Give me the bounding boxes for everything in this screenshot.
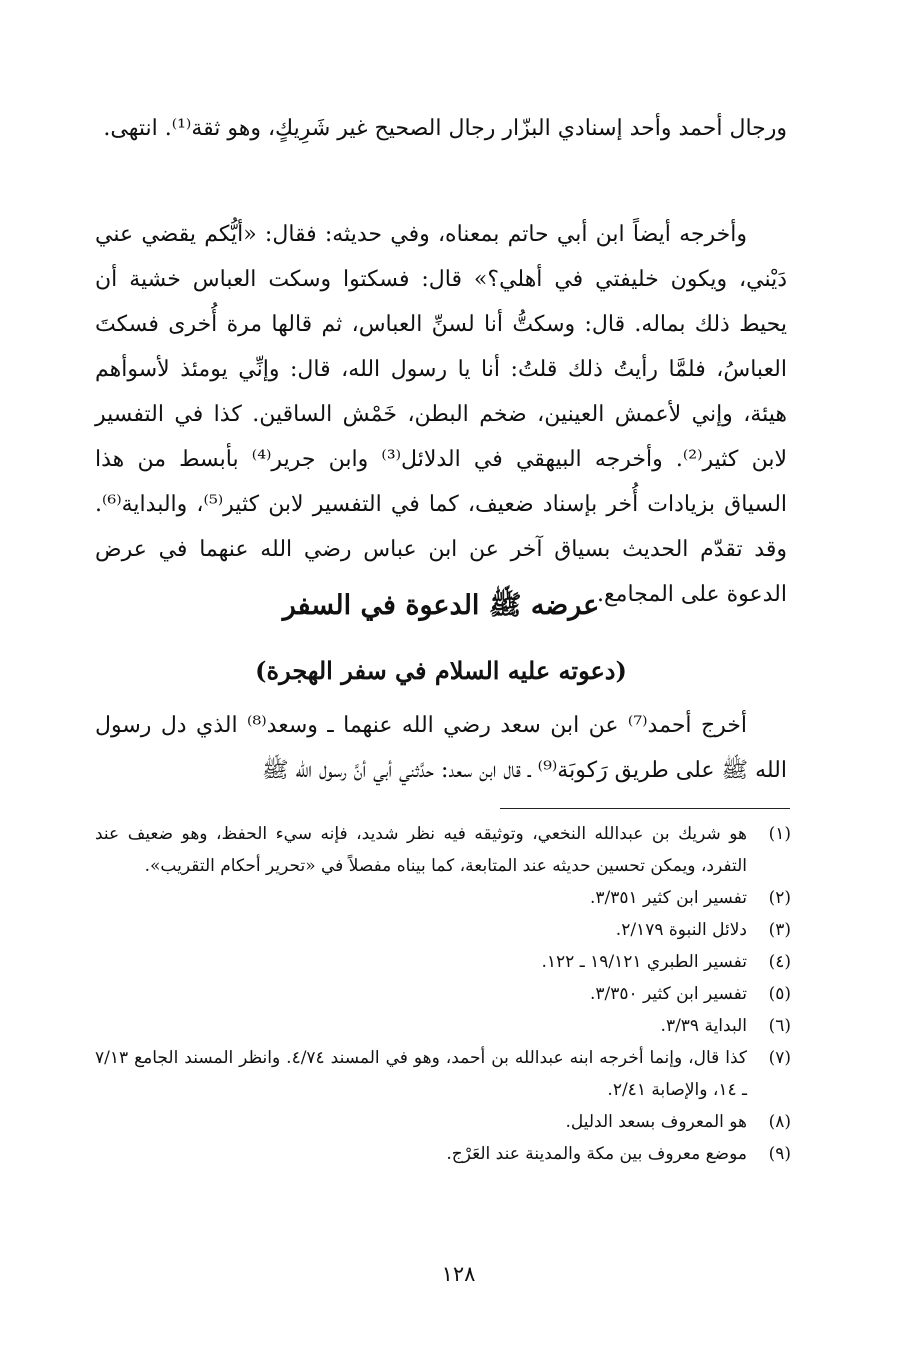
section-heading: عرضه ﷺ الدعوة في السفر bbox=[282, 590, 600, 621]
footnote-3 bbox=[95, 914, 791, 946]
paragraph-1: ورجال أحمد وأحد إسنادي البزّار رجال الصحيح غير شَرِيكٍ، وهو ثقة⁽¹⁾. انتهى. bbox=[103, 116, 787, 141]
footnote-number: (٥) bbox=[768, 984, 791, 1004]
footnote-7 bbox=[95, 1042, 791, 1106]
footnote-text: هو المعروف بسعد الدليل. bbox=[565, 1112, 747, 1132]
footnote-number: (١) bbox=[768, 824, 791, 844]
footnote-text: دلائل النبوة ٢/١٧٩. bbox=[615, 920, 747, 940]
footnote-8 bbox=[95, 1106, 791, 1138]
footnote-2 bbox=[95, 882, 791, 914]
footnote-6 bbox=[95, 1010, 791, 1042]
footnote-text: هو شريك بن عبدالله النخعي، وتوثيقه فيه نظر شديد، فإنه سيء الحفظ، وهو ضعيف عند التفرد، ويمكن تحسين حديثه عند المتابعة، كما بيناه مفصلاً في «تحرير أحكام التقريب». bbox=[95, 824, 747, 876]
footnotes-list bbox=[95, 818, 791, 1170]
footnote-text: تفسير ابن كثير ٣/٣٥٠. bbox=[589, 984, 747, 1004]
paragraph-2: وأخرجه أيضاً ابن أبي حاتم بمعناه، وفي حديثه: فقال: «أيُّكم يقضي عني دَيْني، ويكون خليفتي في أهلي؟» قال: فسكتوا وسكت العباس خشية أن يحيط ذلك بماله. قال: وسكتُّ أنا لسنِّ العباس، ثم قالها مرة أُخرى فسكتَ العباسُ، فلمَّا رأيتُ ذلك قلتُ: أنا يا رسول الله، قال: وإنِّي يومئذ لأسوأهم هيئة، وإني لأعمش العينين، ضخم البطن، خَمْش الساقين. كذا في التفسير لابن كثير⁽²⁾. وأخرجه البيهقي في الدلائل⁽³⁾ وابن جرير⁽⁴⁾ بأبسط من هذا السياق بزيادات أُخر بإسناد ضعيف، كما في التفسير لابن كثير⁽⁵⁾، والبداية⁽⁶⁾. وقد تقدّم الحديث بسياق آخر عن ابن عباس رضي الله عنهما في عرض الدعوة على المجامع. bbox=[95, 222, 788, 607]
subsection-heading: (دعوته عليه السلام في سفر الهجرة) bbox=[255, 656, 627, 685]
footnote-number: (٧) bbox=[768, 1048, 791, 1068]
footnote-number: (٤) bbox=[768, 952, 791, 972]
paragraph-3: أخرج أحمد⁽⁷⁾ عن ابن سعد رضي الله عنهما ـ وسعد⁽⁸⁾ الذي دل رسول الله ﷺ على طريق رَكوبَة⁽⁹⁾ ـ قال ابن سعد: حدَّثني أبي أنَّ رسول الله ﷺ bbox=[95, 713, 787, 783]
footnote-number: (٢) bbox=[768, 888, 791, 908]
footnote-1 bbox=[95, 818, 791, 882]
footnote-text: موضع معروف بين مكة والمدينة عند العَرْج. bbox=[446, 1144, 747, 1164]
paragraph-narrators bbox=[95, 106, 787, 151]
footnote-9 bbox=[95, 1138, 791, 1170]
paragraph-ibn-abi-hatim bbox=[95, 212, 787, 617]
footnote-number: (٨) bbox=[768, 1112, 791, 1132]
footnote-4 bbox=[95, 946, 791, 978]
footnote-5 bbox=[95, 978, 791, 1010]
page-number: ١٢٨ bbox=[441, 1262, 476, 1286]
footnote-text: تفسير ابن كثير ٣/٣٥١. bbox=[589, 888, 747, 908]
footnote-number: (٩) bbox=[768, 1144, 791, 1164]
footnote-number: (٦) bbox=[768, 1016, 791, 1036]
paragraph-hijra bbox=[95, 703, 787, 793]
footnote-number: (٣) bbox=[768, 920, 791, 940]
footnote-separator bbox=[500, 808, 790, 809]
footnote-text: البداية ٣/٣٩. bbox=[660, 1016, 747, 1036]
footnote-text: تفسير الطبري ١٩/١٢١ ـ ١٢٢. bbox=[541, 952, 747, 972]
footnote-text: كذا قال، وإنما أخرجه ابنه عبدالله بن أحمد، وهو في المسند ٤/٧٤. وانظر المسند الجامع ٧/١٣ ـ ١٤، والإصابة ٢/٤١. bbox=[95, 1048, 748, 1100]
